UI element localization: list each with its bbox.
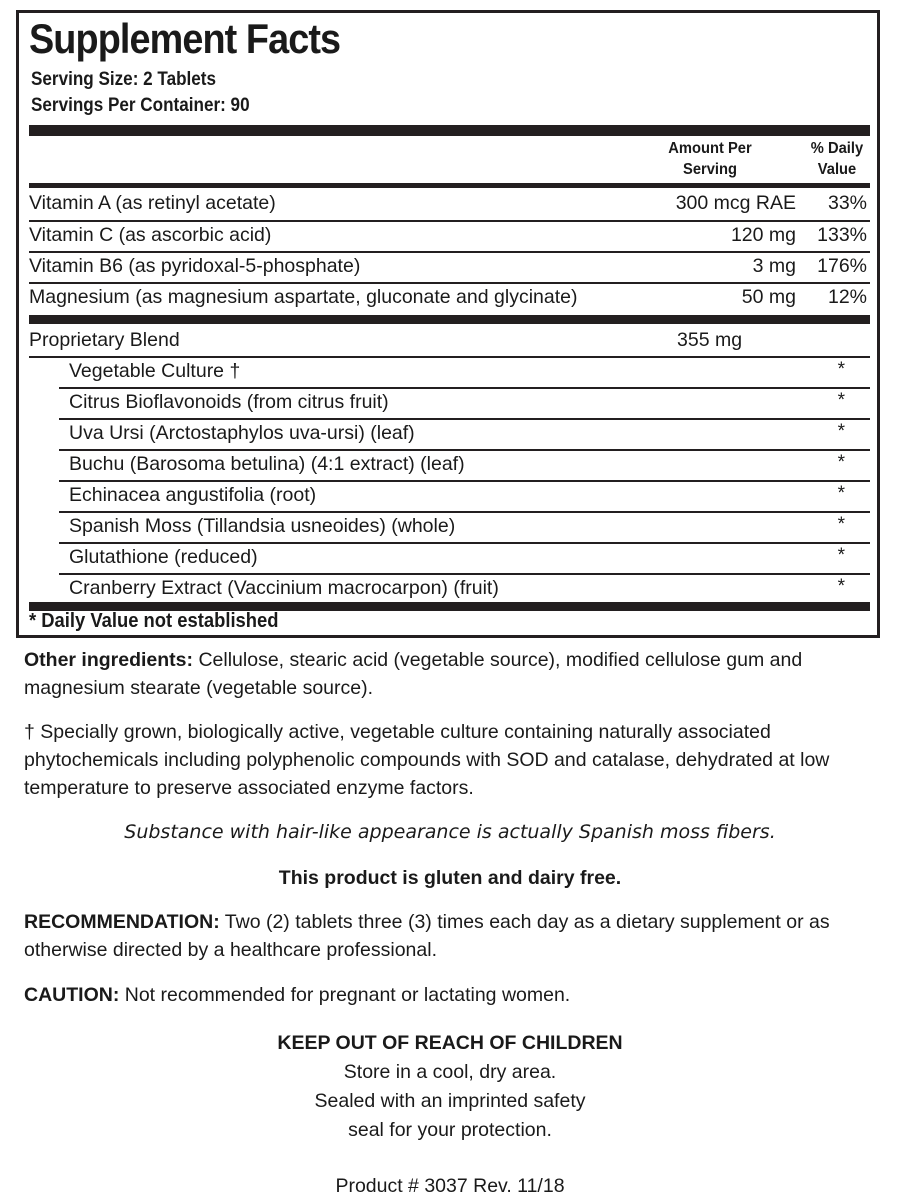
nutrient-daily-value: 33% (827, 192, 867, 214)
not-established-marker: * (837, 514, 845, 535)
product-code: Product # 3037 Rev. 11/18 (335, 1175, 565, 1197)
blend-item-row (29, 481, 870, 511)
gluten-dairy-free: This product is gluten and dairy free. (278, 867, 622, 889)
nutrient-name: Vitamin A (as retinyl acetate) (29, 192, 276, 214)
blend-item-name: Buchu (Barosoma betulina) (4:1 extract) (leaf) (69, 453, 465, 475)
nutrient-row (29, 221, 870, 251)
medium-divider (29, 183, 870, 188)
keep-out-warning: KEEP OUT OF REACH OF CHILDREN (277, 1032, 623, 1054)
blend-item-row (29, 388, 870, 418)
nutrient-daily-value: 176% (817, 255, 867, 277)
supplement-facts-panel (16, 10, 880, 638)
nutrient-amount: 3 mg (752, 255, 796, 277)
blend-item-name: Echinacea angustifolia (root) (69, 484, 317, 506)
caution (24, 981, 874, 1009)
other-ingredients-text: Cellulose, stearic acid (vegetable source), modified cellulose gum and magnesium stearate (vegetable source). (24, 649, 803, 699)
other-ingredients-label: Other ingredients: (24, 649, 194, 671)
not-established-marker: * (837, 390, 845, 411)
blend-item-row (29, 450, 870, 480)
blend-item-name: Uva Ursi (Arctostaphylos uva-ursi) (leaf) (69, 422, 415, 444)
storage-line: Store in a cool, dry area. (343, 1061, 557, 1083)
nutrient-name: Vitamin C (as ascorbic acid) (29, 224, 272, 246)
nutrient-amount: 120 mg (730, 224, 796, 246)
thick-divider (29, 125, 870, 136)
serving-size: Serving Size: 2 Tablets (31, 69, 217, 90)
nutrient-name: Magnesium (as magnesium aspartate, gluconate and glycinate) (29, 286, 578, 308)
caution-text: Not recommended for pregnant or lactating women. (119, 984, 571, 1006)
storage-line: seal for your protection. (348, 1119, 552, 1141)
panel-title: Supplement Facts (29, 15, 341, 62)
dagger-note: † Specially grown, biologically active, vegetable culture containing naturally associated phytochemicals including polyphenolic compounds with SOD and catalase, dehydrated at low temperature to preserve associated enzyme factors. (24, 721, 830, 799)
blend-item-row (29, 574, 870, 604)
nutrient-daily-value: 133% (817, 224, 867, 246)
daily-value-header: % Daily Value (810, 140, 864, 178)
caution-label: CAUTION: (24, 984, 120, 1006)
not-established-marker: * (837, 545, 845, 566)
blend-item-name: Vegetable Culture † (69, 360, 241, 382)
blend-amount: 355 mg (677, 329, 743, 351)
amount-per-serving-header: Amount Per Serving (668, 140, 752, 178)
not-established-marker: * (837, 576, 845, 597)
blend-item-name: Cranberry Extract (Vaccinium macrocarpon) (fruit) (69, 577, 499, 599)
blend-item-name: Spanish Moss (Tillandsia usneoides) (whole) (69, 515, 456, 537)
other-ingredients (24, 646, 874, 702)
servings-per-container: Servings Per Container: 90 (31, 95, 250, 116)
nutrient-row (29, 283, 870, 313)
daily-value-footnote: * Daily Value not established (29, 610, 279, 632)
blend-item-row (29, 357, 870, 387)
blend-item-row (29, 419, 870, 449)
nutrient-row (29, 189, 870, 219)
recommendation-text: Two (2) tablets three (3) times each day as a dietary supplement or as otherwise directed by a healthcare professional. (24, 911, 830, 961)
nutrient-amount: 50 mg (741, 286, 796, 308)
blend-item-name: Citrus Bioflavonoids (from citrus fruit) (69, 391, 389, 413)
not-established-marker: * (837, 483, 845, 504)
blend-name: Proprietary Blend (29, 329, 180, 351)
blend-item-name: Glutathione (reduced) (69, 546, 258, 568)
nutrient-daily-value: 12% (827, 286, 867, 308)
blend-item-row (29, 543, 870, 573)
storage-line: Sealed with an imprinted safety (314, 1090, 586, 1112)
nutrient-amount: 300 mcg RAE (675, 192, 796, 214)
not-established-marker: * (837, 359, 845, 380)
recommendation (24, 908, 874, 964)
recommendation-label: RECOMMENDATION: (24, 911, 220, 933)
nutrient-row (29, 252, 870, 282)
not-established-marker: * (837, 452, 845, 473)
nutrient-name: Vitamin B6 (as pyridoxal-5-phosphate) (29, 255, 361, 277)
not-established-marker: * (837, 421, 845, 442)
spanish-moss-note: Substance with hair-like appearance is actually Spanish moss fibers. (124, 821, 776, 843)
blend-item-row (29, 512, 870, 542)
blend-row (29, 326, 870, 356)
thick-divider (29, 315, 870, 324)
